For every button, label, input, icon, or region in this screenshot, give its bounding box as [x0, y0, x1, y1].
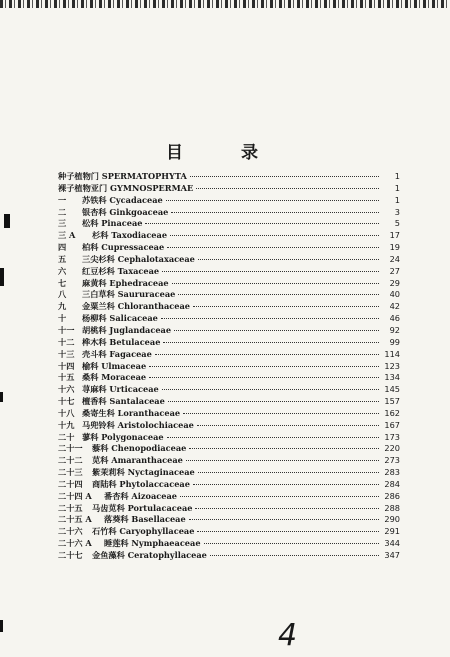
toc-entry-number: 六	[58, 265, 67, 276]
toc-entry-page: 24	[389, 253, 400, 264]
toc-entry-label: 金粟兰科 Chloranthaceae	[82, 301, 190, 312]
toc-entry-label: 桦木科 Betulaceae	[82, 336, 161, 347]
toc-entry-number: 二十五 A	[58, 514, 92, 525]
toc-entry-label: 苏铁科 Cycadaceae	[82, 194, 163, 205]
toc-entry-number: 八	[58, 289, 67, 300]
toc-entry-label: 柏科 Cupressaceae	[82, 242, 165, 253]
toc-entry-page: 134	[384, 372, 400, 383]
dot-leader	[193, 298, 379, 307]
toc-entry-number: 二十四 A	[58, 490, 92, 501]
toc-entry-number: 十	[58, 313, 67, 324]
toc-entry-page: 220	[384, 443, 400, 454]
toc-entry-label: 落葵科 Basellaceae	[104, 514, 186, 525]
toc-entry-number: 十四	[58, 360, 75, 371]
toc-entry-label: 榆科 Ulmaceae	[82, 360, 147, 371]
toc-entry-label: 松科 Pinaceae	[82, 218, 143, 229]
toc-entry-label: 桑科 Moraceae	[82, 372, 147, 383]
toc-entry-page: 99	[389, 336, 400, 347]
toc-entry-page: 5	[394, 218, 400, 229]
toc-entry-number: 三 A	[58, 230, 76, 241]
toc-entry-label: 银杏科 Ginkgoaceae	[82, 206, 169, 217]
dot-leader	[149, 369, 379, 378]
toc-entry-label: 红豆杉科 Taxaceae	[82, 265, 160, 276]
dot-leader	[197, 417, 379, 426]
toc-entry-page: 162	[384, 407, 400, 418]
toc-entry-number: 四	[58, 242, 67, 253]
dot-leader	[149, 358, 379, 367]
toc-entry-page: 114	[384, 348, 400, 359]
dot-leader	[197, 523, 379, 532]
dot-leader	[190, 168, 379, 177]
toc-entry-label: 睡莲科 Nymphaeaceae	[104, 538, 201, 549]
dot-leader	[183, 405, 379, 414]
toc-entry-page: 145	[384, 384, 400, 395]
toc-entry-page: 1	[394, 171, 400, 181]
toc-entry-page: 1	[394, 194, 400, 205]
dot-leader	[161, 310, 379, 319]
toc-entry-number: 二十一	[58, 443, 83, 454]
toc-entry-page: 273	[384, 455, 400, 466]
toc-entry-number: 十九	[58, 419, 75, 430]
toc-entry-page: 284	[384, 478, 400, 489]
toc-entry-page: 173	[384, 431, 400, 442]
toc-entry-label: 胡桃科 Juglandaceae	[82, 324, 172, 335]
toc-entry-label: 壳斗科 Fagaceae	[82, 348, 152, 359]
toc-entry-number: 二十三	[58, 467, 83, 478]
toc-entry-label: 金鱼藻科 Ceratophyllaceae	[92, 550, 207, 560]
toc-entry-label: 檀香科 Santalaceae	[82, 396, 165, 407]
toc-entry-label: 杉科 Taxodiaceae	[92, 230, 168, 241]
toc-entry-label: 三白草科 Saururaceae	[82, 289, 176, 300]
toc-entry-label: 马齿苋科 Portulacaceae	[92, 502, 193, 513]
dot-leader	[145, 215, 379, 224]
toc-entry-number: 十七	[58, 396, 75, 407]
dot-leader	[167, 239, 379, 248]
toc-entry-page: 290	[384, 514, 400, 525]
dot-leader	[195, 500, 379, 509]
toc-entry-label: 杨柳科 Salicaceae	[82, 313, 158, 324]
dot-leader	[178, 286, 379, 295]
toc-entry-page: 344	[384, 538, 400, 549]
toc-entry-number: 二十六	[58, 526, 83, 537]
toc-entry-number: 三	[58, 218, 67, 229]
toc-entry-page: 29	[389, 277, 400, 288]
toc-entry-number: 十一	[58, 324, 75, 335]
toc-entry-number: 一	[58, 194, 67, 205]
toc-entry-label: 石竹科 Caryophyllaceae	[92, 526, 195, 537]
dot-leader	[174, 322, 379, 331]
toc-entry-page: 347	[384, 550, 400, 560]
dot-leader	[163, 334, 379, 343]
toc-entry-label: 三尖杉科 Cephalotaxaceae	[82, 253, 195, 264]
toc-entry-number: 二十五	[58, 502, 83, 513]
toc-entry-number: 九	[58, 301, 67, 312]
toc-entry-label: 马兜铃科 Aristolochiaceae	[82, 419, 194, 430]
toc-entry-label: 麻黄科 Ephedraceae	[82, 277, 169, 288]
toc-entry-page: 286	[384, 490, 400, 501]
toc-entry-number: 十三	[58, 348, 75, 359]
dot-leader	[167, 429, 379, 438]
page-number: 4	[278, 618, 298, 653]
dot-leader	[162, 381, 379, 390]
scan-mark	[0, 392, 3, 402]
toc-entry-label: 裸子植物亚门 GYMNOSPERMAE	[58, 182, 194, 193]
toc-entry-page: 46	[389, 313, 400, 324]
toc-entry-page: 17	[389, 230, 400, 241]
toc-entry-number: 十二	[58, 336, 75, 347]
toc-entry-label: 商陆科 Phytolaccaceae	[92, 478, 190, 489]
toc-entry-number: 二十二	[58, 455, 83, 466]
dot-leader	[168, 393, 379, 402]
toc-entry-page: 283	[384, 467, 400, 478]
toc-entry-page: 27	[389, 265, 400, 276]
dot-leader	[210, 547, 379, 556]
scan-mark	[4, 214, 10, 228]
dot-leader	[171, 204, 379, 213]
dot-leader	[198, 464, 379, 473]
toc-entry-label: 荨麻科 Urticaceae	[82, 384, 159, 395]
toc-entry-page: 19	[389, 242, 400, 253]
toc-entry-page: 92	[389, 324, 400, 335]
dot-leader	[186, 452, 379, 461]
toc-entry-label: 番杏科 Aizoaceae	[104, 490, 177, 501]
scan-mark	[0, 268, 4, 286]
toc-entry[interactable]	[58, 549, 400, 561]
toc-entry-page: 288	[384, 502, 400, 513]
dot-leader	[172, 275, 379, 284]
toc-entry-page: 1	[394, 182, 400, 193]
toc-entry-number: 五	[58, 253, 67, 264]
dot-leader	[198, 251, 379, 260]
dot-leader	[162, 263, 379, 272]
toc-entry-number: 二	[58, 206, 67, 217]
toc-entry-number: 二十四	[58, 478, 83, 489]
dot-leader	[204, 535, 379, 544]
toc-entry-number: 七	[58, 277, 67, 288]
dot-leader	[180, 488, 379, 497]
toc-entry-label: 种子植物门 SPERMATOPHYTA	[58, 171, 187, 181]
dot-leader	[189, 511, 379, 520]
toc-entry-number: 二十六 A	[58, 538, 92, 549]
toc-entry-page: 42	[389, 301, 400, 312]
toc-entry-number: 二十七	[58, 550, 83, 560]
scan-top-edge	[0, 0, 450, 8]
dot-leader	[193, 476, 379, 485]
toc-entry-number: 二十	[58, 431, 75, 442]
dot-leader	[189, 440, 379, 449]
dot-leader	[170, 227, 379, 236]
toc-entry-label: 蓼科 Polygonaceae	[82, 431, 164, 442]
toc-entry-number: 十六	[58, 384, 75, 395]
toc-entry-page: 291	[384, 526, 400, 537]
toc-entry-number: 十五	[58, 372, 75, 383]
dot-leader	[196, 180, 379, 189]
toc-entry-page: 3	[394, 206, 400, 217]
toc-entry-page: 123	[384, 360, 400, 371]
toc-entry-page: 40	[389, 289, 400, 300]
dot-leader	[166, 192, 379, 201]
toc-entry-page: 157	[384, 396, 400, 407]
toc-entry-page: 167	[384, 419, 400, 430]
table-of-contents	[58, 170, 400, 561]
toc-entry-label: 紫茉莉科 Nyctaginaceae	[92, 467, 195, 478]
scan-mark	[0, 620, 3, 632]
dot-leader	[155, 346, 379, 355]
toc-entry-label: 苋科 Amaranthaceae	[92, 455, 183, 466]
toc-entry-number: 十八	[58, 407, 75, 418]
page-title: 目 录	[166, 143, 284, 163]
toc-entry-label: 桑寄生科 Loranthaceae	[82, 407, 181, 418]
toc-entry-label: 藜科 Chenopodiaceae	[92, 443, 187, 454]
